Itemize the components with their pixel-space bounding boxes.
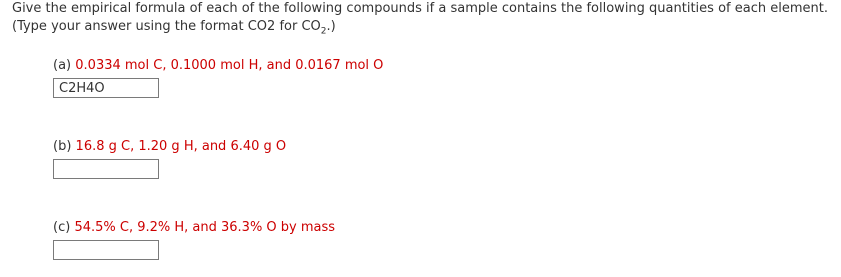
format-hint (12, 18, 837, 36)
part-a-answer-input[interactable] (53, 78, 159, 98)
part-a-quantities: 0.0334 mol C, 0.1000 mol H, and 0.0167 mol O (75, 58, 384, 73)
part-b-letter: (b) (53, 139, 72, 154)
format-hint-subscript: 2 (320, 26, 327, 37)
question-instructions (12, 0, 837, 36)
part-b-answer-input[interactable] (53, 159, 159, 179)
part-c-answer-input[interactable] (53, 240, 159, 260)
instruction-line: Give the empirical formula of each of the following compounds if a sample contains the following quantities of each element. (12, 1, 828, 16)
question-part-b (53, 138, 833, 179)
format-hint-end: .) (326, 19, 336, 34)
part-a-letter: (a) (53, 58, 72, 73)
question-part-c (53, 219, 833, 260)
part-c-label (53, 219, 833, 237)
question-part-a (53, 57, 833, 98)
format-hint-text: (Type your answer using the format CO2 for CO (12, 19, 321, 34)
part-c-letter: (c) (53, 220, 71, 235)
part-c-quantities: 54.5% C, 9.2% H, and 36.3% O by mass (74, 220, 336, 235)
part-b-quantities: 16.8 g C, 1.20 g H, and 6.40 g O (75, 139, 287, 154)
part-b-label (53, 138, 833, 156)
part-a-label (53, 57, 833, 75)
